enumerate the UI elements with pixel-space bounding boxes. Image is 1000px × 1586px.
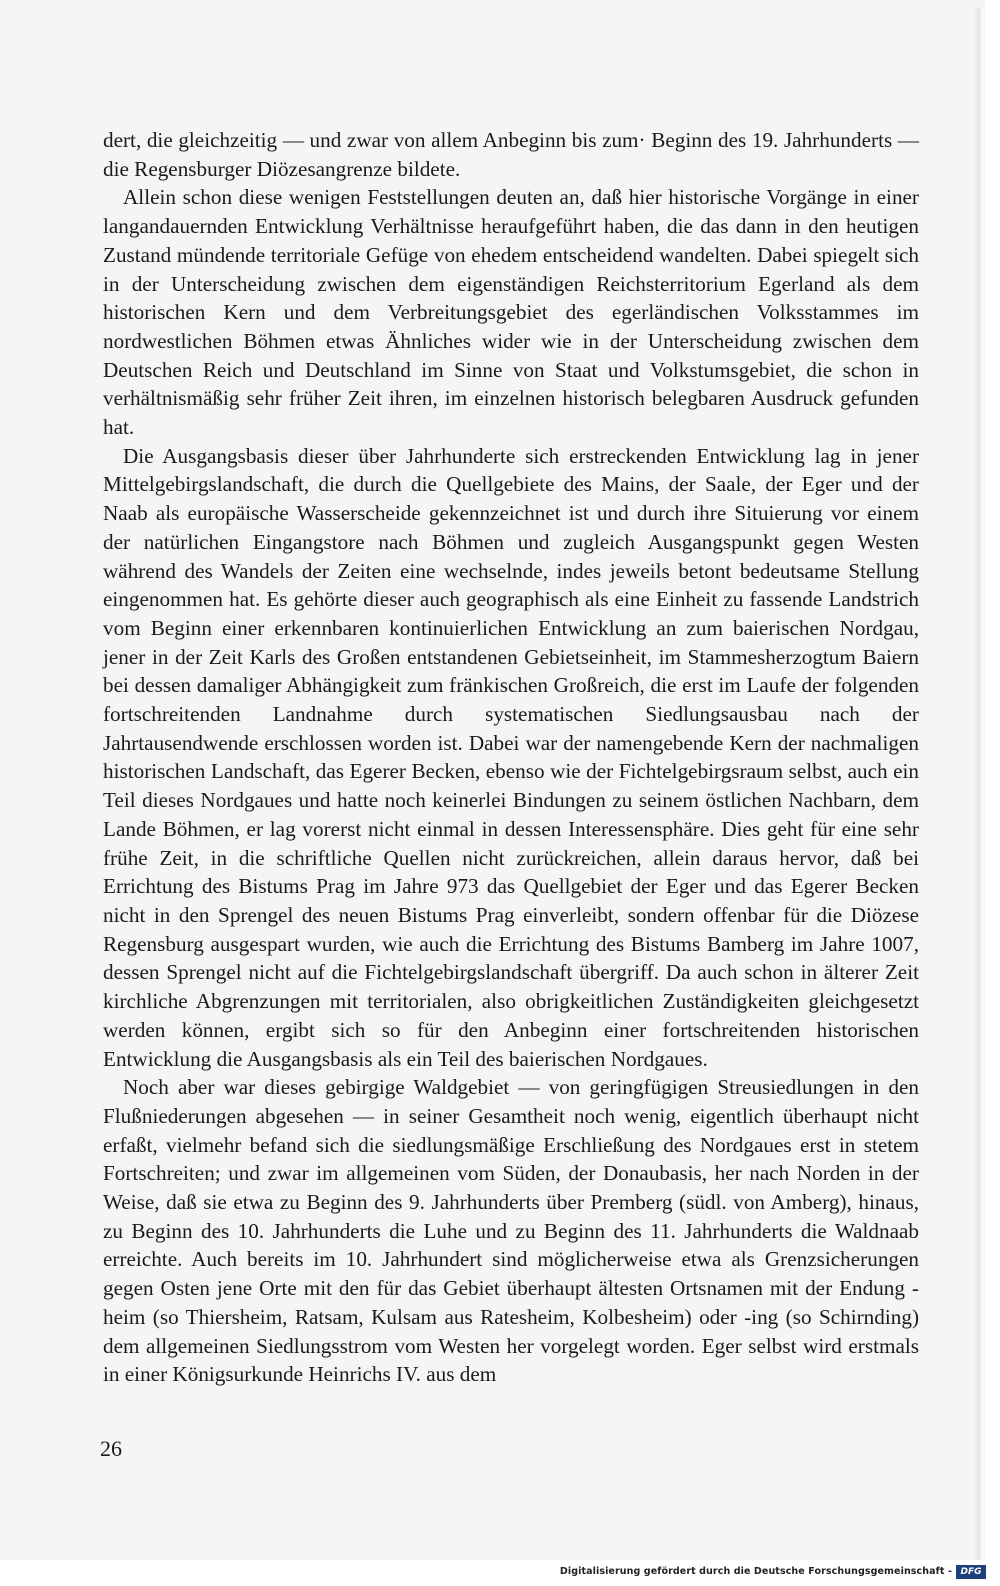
paragraph-1: dert, die gleichzeitig — und zwar von allem Anbeginn bis zum· Beginn des 19. Jahrhunderts — die Regensburger Diözesangrenze bildete. xyxy=(103,128,919,181)
body-text xyxy=(103,126,919,1389)
page-edge-shadow xyxy=(973,8,983,1560)
digitization-credit: Digitalisierung gefördert durch die Deutsche Forschungsgemeinschaft - xyxy=(559,1566,952,1577)
dfg-logo: DFG xyxy=(956,1565,986,1579)
paragraph-3: Die Ausgangsbasis dieser über Jahrhunderte sich erstreckenden Entwicklung lag in jener Mittelgebirgslandschaft, die durch die Quellgebiete des Mains, der Saale, der Eger und der Naab als europäische Wasserscheide gekennzeichnet ist und durch ihre Situierung vor einem der natürlichen Eingangstore nach Böhmen und zugleich Ausgangspunkt gegen Westen während des Wandels der Zeiten eine wechselnde, indes jeweils betont bedeutsame Stellung eingenommen hat. Es gehörte dieser auch geographisch als eine Einheit zu fassende Landstrich vom Beginn einer erkennbaren kontinuierlichen Entwicklung an zum baierischen Nordgau, jener in der Zeit Karls des Großen entstandenen Gebietseinheit, im Stammesherzogtum Baiern bei dessen damaliger Abhängigkeit zum fränkischen Großreich, die erst im Laufe der folgenden fortschreitenden Landnahme durch systematischen Siedlungsausbau nach der Jahrtausendwende erschlossen worden ist. Dabei war der namengebende Kern der nachmaligen historischen Landschaft, das Egerer Becken, ebenso wie der Fichtelgebirgsraum selbst, auch ein Teil dieses Nordgaues und hatte noch keinerlei Bindungen zu seinem östlichen Nachbarn, dem Lande Böhmen, er lag vorerst nicht einmal in dessen Interessensphäre. Dies geht für eine sehr frühe Zeit, in die schriftliche Quellen nicht zurückreichen, allein daraus hervor, daß bei Errichtung des Bistums Prag im Jahre 973 das Quellgebiet der Eger und das Egerer Becken nicht in den Sprengel des neuen Bistums Prag einverleibt, sondern offenbar für die Diözese Regensburg ausgespart wurden, wie auch die Errichtung des Bistums Bamberg im Jahre 1007, dessen Sprengel nicht auf die Fichtelgebirgslandschaft übergriff. Da auch schon in älterer Zeit kirchliche Abgrenzungen mit territorialen, also obrigkeitlichen Zuständigkeiten gleichgesetzt werden können, ergibt sich so für den Anbeginn einer fortschreitenden historischen Entwicklung die Ausgangsbasis als ein Teil des baierischen Nordgaues. xyxy=(103,443,919,1071)
page-number: 26 xyxy=(100,1436,122,1461)
paragraph-4: Noch aber war dieses gebirgige Waldgebiet — von geringfügigen Streusiedlungen in den Flußniederungen abgesehen — in seiner Gesamtheit noch wenig, eigentlich überhaupt nicht erfaßt, vielmehr befand sich die siedlungsmäßige Erschließung des Nordgaues erst in stetem Fortschreiten; und zwar im allgemeinen vom Süden, der Donaubasis, her nach Norden in der Weise, daß sie etwa zu Beginn des 9. Jahrhunderts über Premberg (südl. von Amberg), hinaus, zu Beginn des 10. Jahrhunderts die Luhe und zu Beginn des 11. Jahrhunderts die Waldnaab erreichte. Auch bereits im 10. Jahrhundert sind möglicherweise etwa als Grenzsicherungen gegen Osten jene Orte mit den für das Gebiet überhaupt ältesten Ortsnamen mit der Endung -heim (so Thiersheim, Ratsam, Kulsam aus Ratesheim, Kolbesheim) oder -ing (so Schirnding) dem allgemeinen Siedlungsstrom vom Westen her vorgelegt worden. Eger selbst wird erstmals in einer Königsurkunde Heinrichs IV. aus dem xyxy=(103,1075,919,1387)
paragraph-2: Allein schon diese wenigen Feststellungen deuten an, daß hier historische Vorgänge in einer langandauernden Entwicklung Verhältnisse heraufgeführt haben, die das dann in den heutigen Zustand mündende territoriale Gefüge von ehedem entscheidend wandelten. Dabei spiegelt sich in der Unterscheidung zwischen dem eigenständigen Reichsterritorium Egerland als dem historischen Kern und dem Verbreitungsgebiet des egerländischen Volksstammes im nordwestlichen Böhmen etwas Ähnliches wider wie in der Unterscheidung zwischen dem Deutschen Reich und Deutschland im Sinne von Staat und Volkstumsgebiet, die schon in verhältnismäßig sehr früher Zeit ihren, im einzelnen historisch belegbaren Ausdruck gefunden hat. xyxy=(103,185,919,440)
